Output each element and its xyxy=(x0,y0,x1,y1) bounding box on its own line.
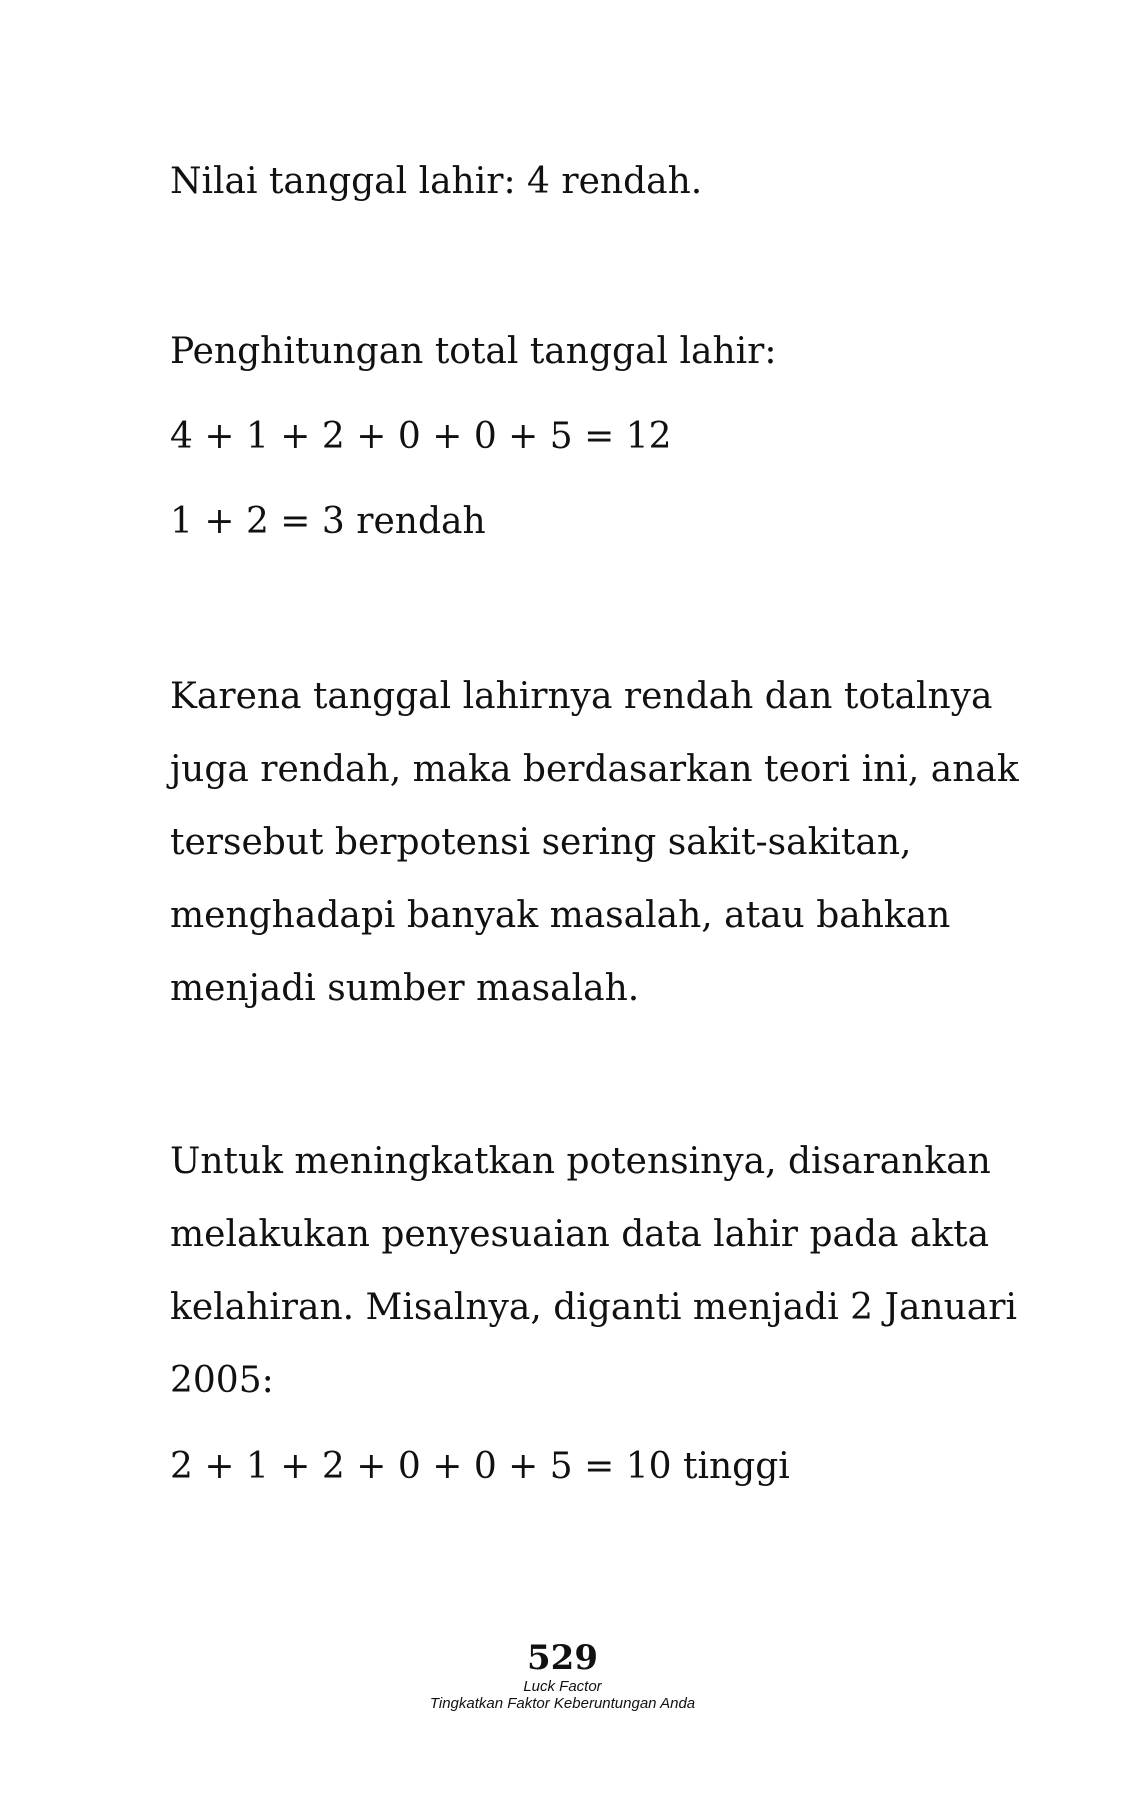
text-line-paragraph-2-line-3: kelahiran. Misalnya, diganti menjadi 2 Januari xyxy=(170,1287,1017,1328)
text-line-paragraph-1-line-2: juga rendah, maka berdasarkan teori ini, anak xyxy=(170,749,1019,790)
text-line-total-calculation-heading: Penghitungan total tanggal lahir: xyxy=(170,331,777,372)
text-line-reduction-equation: 1 + 2 = 3 rendah xyxy=(170,501,486,542)
page-number: 529 xyxy=(527,1638,598,1678)
text-line-paragraph-1-line-3: tersebut berpotensi sering sakit-sakitan, xyxy=(170,822,912,863)
footer-book-title: Luck Factor xyxy=(523,1678,602,1695)
text-line-paragraph-2-line-2: melakukan penyesuaian data lahir pada akta xyxy=(170,1214,990,1255)
text-line-paragraph-1-line-4: menghadapi banyak masalah, atau bahkan xyxy=(170,895,951,936)
text-line-paragraph-2-line-4: 2005: xyxy=(170,1360,274,1401)
text-line-paragraph-1-line-1: Karena tanggal lahirnya rendah dan totalnya xyxy=(170,676,993,717)
text-line-new-sum-equation: 2 + 1 + 2 + 0 + 0 + 5 = 10 tinggi xyxy=(170,1446,790,1487)
text-line-paragraph-1-line-5: menjadi sumber masalah. xyxy=(170,968,640,1009)
footer-book-subtitle: Tingkatkan Faktor Keberuntungan Anda xyxy=(429,1695,696,1712)
text-line-sum-equation: 4 + 1 + 2 + 0 + 0 + 5 = 12 xyxy=(170,416,672,457)
text-line-birth-date-value: Nilai tanggal lahir: 4 rendah. xyxy=(170,161,703,202)
text-line-paragraph-2-line-1: Untuk meningkatkan potensinya, disarankan xyxy=(170,1141,991,1182)
